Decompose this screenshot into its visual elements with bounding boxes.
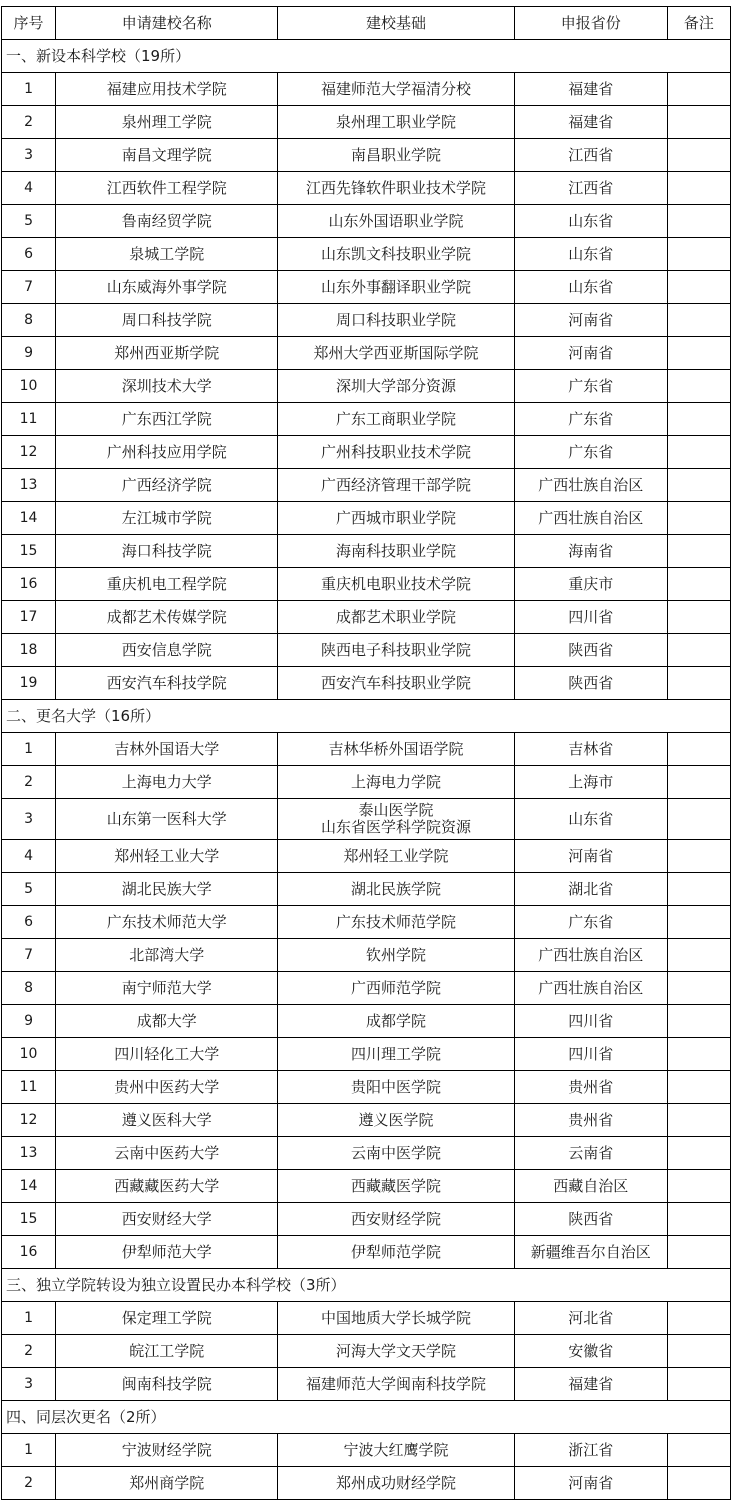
cell-note <box>667 1038 730 1071</box>
cell-basis: 郑州轻工业学院 <box>278 840 514 873</box>
cell-province: 浙江省 <box>514 1434 667 1467</box>
cell-province: 福建省 <box>514 1368 667 1401</box>
table-row <box>2 436 731 469</box>
cell-province: 安徽省 <box>514 1335 667 1368</box>
cell-note <box>667 601 730 634</box>
cell-basis: 福建师范大学福清分校 <box>278 73 514 106</box>
cell-note <box>667 370 730 403</box>
cell-province: 河北省 <box>514 1302 667 1335</box>
cell-note <box>667 840 730 873</box>
cell-province: 四川省 <box>514 1005 667 1038</box>
table-row <box>2 271 731 304</box>
cell-province: 湖北省 <box>514 873 667 906</box>
cell-number: 8 <box>2 304 56 337</box>
cell-basis: 四川理工学院 <box>278 1038 514 1071</box>
cell-basis: 湖北民族学院 <box>278 873 514 906</box>
cell-note <box>667 1236 730 1269</box>
cell-province: 陕西省 <box>514 1203 667 1236</box>
cell-province: 河南省 <box>514 1467 667 1500</box>
cell-school-name: 郑州轻工业大学 <box>56 840 278 873</box>
cell-number: 15 <box>2 535 56 568</box>
cell-basis: 郑州大学西亚斯国际学院 <box>278 337 514 370</box>
cell-basis: 西藏藏医学院 <box>278 1170 514 1203</box>
header-school-name: 申请建校名称 <box>56 7 278 40</box>
cell-note <box>667 1467 730 1500</box>
cell-number: 2 <box>2 766 56 799</box>
section-title: 一、新设本科学校（19所） <box>2 40 731 73</box>
cell-province: 山东省 <box>514 271 667 304</box>
cell-note <box>667 1170 730 1203</box>
cell-basis: 周口科技职业学院 <box>278 304 514 337</box>
cell-school-name: 鲁南经贸学院 <box>56 205 278 238</box>
cell-note <box>667 1302 730 1335</box>
cell-basis: 吉林华桥外国语学院 <box>278 733 514 766</box>
cell-basis: 广州科技职业技术学院 <box>278 436 514 469</box>
table-row <box>2 106 731 139</box>
cell-number: 5 <box>2 205 56 238</box>
section-header-row <box>2 1401 731 1434</box>
cell-number: 10 <box>2 1038 56 1071</box>
cell-school-name: 海口科技学院 <box>56 535 278 568</box>
table-row <box>2 601 731 634</box>
cell-basis: 钦州学院 <box>278 939 514 972</box>
table-row <box>2 1170 731 1203</box>
table-row <box>2 1434 731 1467</box>
cell-basis: 江西先锋软件职业技术学院 <box>278 172 514 205</box>
cell-note <box>667 634 730 667</box>
cell-note <box>667 535 730 568</box>
cell-basis: 陕西电子科技职业学院 <box>278 634 514 667</box>
cell-basis: 云南中医学院 <box>278 1137 514 1170</box>
cell-note <box>667 205 730 238</box>
cell-school-name: 泉州理工学院 <box>56 106 278 139</box>
cell-basis: 上海电力学院 <box>278 766 514 799</box>
cell-note <box>667 733 730 766</box>
cell-school-name: 重庆机电工程学院 <box>56 568 278 601</box>
cell-basis: 山东外事翻译职业学院 <box>278 271 514 304</box>
cell-school-name: 闽南科技学院 <box>56 1368 278 1401</box>
cell-school-name: 南宁师范大学 <box>56 972 278 1005</box>
cell-number: 5 <box>2 873 56 906</box>
cell-province: 广西壮族自治区 <box>514 972 667 1005</box>
cell-school-name: 四川轻化工大学 <box>56 1038 278 1071</box>
table-row <box>2 873 731 906</box>
cell-basis: 河海大学文天学院 <box>278 1335 514 1368</box>
cell-school-name: 成都大学 <box>56 1005 278 1038</box>
table-row <box>2 1203 731 1236</box>
cell-province: 陕西省 <box>514 634 667 667</box>
cell-number: 10 <box>2 370 56 403</box>
cell-note <box>667 436 730 469</box>
cell-note <box>667 271 730 304</box>
table-row <box>2 337 731 370</box>
cell-note <box>667 1368 730 1401</box>
cell-school-name: 左江城市学院 <box>56 502 278 535</box>
cell-basis: 深圳大学部分资源 <box>278 370 514 403</box>
cell-province: 四川省 <box>514 601 667 634</box>
cell-school-name: 广西经济学院 <box>56 469 278 502</box>
cell-province: 广东省 <box>514 370 667 403</box>
cell-school-name: 周口科技学院 <box>56 304 278 337</box>
table-row <box>2 1368 731 1401</box>
cell-number: 11 <box>2 1071 56 1104</box>
header-row <box>2 7 731 40</box>
cell-school-name: 西安财经大学 <box>56 1203 278 1236</box>
cell-province: 四川省 <box>514 1038 667 1071</box>
cell-number: 15 <box>2 1203 56 1236</box>
cell-school-name: 广州科技应用学院 <box>56 436 278 469</box>
cell-school-name: 南昌文理学院 <box>56 139 278 172</box>
cell-note <box>667 238 730 271</box>
cell-province: 吉林省 <box>514 733 667 766</box>
cell-school-name: 山东威海外事学院 <box>56 271 278 304</box>
cell-note <box>667 1104 730 1137</box>
cell-school-name: 皖江工学院 <box>56 1335 278 1368</box>
table-row <box>2 568 731 601</box>
cell-basis: 伊犁师范学院 <box>278 1236 514 1269</box>
cell-note <box>667 1335 730 1368</box>
cell-school-name: 广东技术师范大学 <box>56 906 278 939</box>
table-row <box>2 634 731 667</box>
table-row <box>2 1137 731 1170</box>
cell-note <box>667 939 730 972</box>
table-row <box>2 304 731 337</box>
cell-number: 19 <box>2 667 56 700</box>
cell-school-name: 遵义医科大学 <box>56 1104 278 1137</box>
cell-number: 14 <box>2 502 56 535</box>
cell-basis: 成都艺术职业学院 <box>278 601 514 634</box>
cell-school-name: 西安信息学院 <box>56 634 278 667</box>
table-row <box>2 1071 731 1104</box>
cell-province: 贵州省 <box>514 1071 667 1104</box>
cell-school-name: 西藏藏医药大学 <box>56 1170 278 1203</box>
cell-school-name: 郑州商学院 <box>56 1467 278 1500</box>
table-row <box>2 535 731 568</box>
table-row <box>2 403 731 436</box>
cell-number: 17 <box>2 601 56 634</box>
cell-note <box>667 502 730 535</box>
table-row <box>2 906 731 939</box>
cell-province: 海南省 <box>514 535 667 568</box>
cell-note <box>667 568 730 601</box>
cell-note <box>667 1005 730 1038</box>
cell-number: 12 <box>2 436 56 469</box>
cell-number: 3 <box>2 1368 56 1401</box>
cell-school-name: 成都艺术传媒学院 <box>56 601 278 634</box>
cell-note <box>667 1071 730 1104</box>
cell-school-name: 福建应用技术学院 <box>56 73 278 106</box>
cell-basis: 广西城市职业学院 <box>278 502 514 535</box>
cell-number: 9 <box>2 1005 56 1038</box>
cell-province: 江西省 <box>514 139 667 172</box>
cell-note <box>667 304 730 337</box>
table-row <box>2 1236 731 1269</box>
cell-number: 6 <box>2 238 56 271</box>
cell-number: 4 <box>2 840 56 873</box>
table-row <box>2 1335 731 1368</box>
cell-note <box>667 799 730 840</box>
cell-province: 广东省 <box>514 906 667 939</box>
cell-number: 9 <box>2 337 56 370</box>
cell-note <box>667 73 730 106</box>
table-body <box>2 40 731 1500</box>
cell-province: 广西壮族自治区 <box>514 469 667 502</box>
cell-basis: 泉州理工职业学院 <box>278 106 514 139</box>
table-row <box>2 840 731 873</box>
cell-province: 山东省 <box>514 238 667 271</box>
cell-basis: 广西师范学院 <box>278 972 514 1005</box>
cell-school-name: 北部湾大学 <box>56 939 278 972</box>
cell-province: 福建省 <box>514 106 667 139</box>
cell-basis: 广西经济管理干部学院 <box>278 469 514 502</box>
cell-province: 山东省 <box>514 799 667 840</box>
cell-number: 3 <box>2 139 56 172</box>
cell-province: 上海市 <box>514 766 667 799</box>
cell-basis <box>278 799 514 840</box>
header-province: 申报省份 <box>514 7 667 40</box>
cell-province: 云南省 <box>514 1137 667 1170</box>
cell-school-name: 吉林外国语大学 <box>56 733 278 766</box>
cell-number: 2 <box>2 1467 56 1500</box>
cell-note <box>667 667 730 700</box>
cell-province: 贵州省 <box>514 1104 667 1137</box>
section-title: 四、同层次更名（2所） <box>2 1401 731 1434</box>
cell-note <box>667 1137 730 1170</box>
cell-number: 3 <box>2 799 56 840</box>
cell-basis: 福建师范大学闽南科技学院 <box>278 1368 514 1401</box>
document-table-wrapper <box>1 6 731 1500</box>
cell-province: 重庆市 <box>514 568 667 601</box>
basis-line-2: 山东省医学科学院资源 <box>321 818 472 836</box>
cell-number: 1 <box>2 73 56 106</box>
cell-basis: 南昌职业学院 <box>278 139 514 172</box>
table-row <box>2 469 731 502</box>
cell-school-name: 广东西江学院 <box>56 403 278 436</box>
cell-number: 11 <box>2 403 56 436</box>
cell-note <box>667 403 730 436</box>
cell-school-name: 泉城工学院 <box>56 238 278 271</box>
cell-note <box>667 469 730 502</box>
cell-number: 4 <box>2 172 56 205</box>
section-header-row <box>2 700 731 733</box>
table-row <box>2 799 731 840</box>
cell-note <box>667 337 730 370</box>
table-row <box>2 370 731 403</box>
cell-number: 2 <box>2 1335 56 1368</box>
cell-province: 山东省 <box>514 205 667 238</box>
cell-school-name: 郑州西亚斯学院 <box>56 337 278 370</box>
table-row <box>2 502 731 535</box>
table-row <box>2 1038 731 1071</box>
cell-number: 14 <box>2 1170 56 1203</box>
table-row <box>2 972 731 1005</box>
cell-number: 18 <box>2 634 56 667</box>
cell-number: 12 <box>2 1104 56 1137</box>
cell-note <box>667 873 730 906</box>
cell-province: 河南省 <box>514 840 667 873</box>
cell-province: 广东省 <box>514 403 667 436</box>
cell-basis: 西安财经学院 <box>278 1203 514 1236</box>
section-header-row <box>2 40 731 73</box>
cell-school-name: 江西软件工程学院 <box>56 172 278 205</box>
cell-number: 16 <box>2 568 56 601</box>
table-row <box>2 139 731 172</box>
cell-province: 福建省 <box>514 73 667 106</box>
cell-school-name: 湖北民族大学 <box>56 873 278 906</box>
cell-number: 2 <box>2 106 56 139</box>
cell-number: 6 <box>2 906 56 939</box>
cell-school-name: 宁波财经学院 <box>56 1434 278 1467</box>
cell-province: 广西壮族自治区 <box>514 939 667 972</box>
cell-note <box>667 1203 730 1236</box>
table-row <box>2 172 731 205</box>
table-row <box>2 205 731 238</box>
cell-number: 7 <box>2 939 56 972</box>
cell-basis: 广东技术师范学院 <box>278 906 514 939</box>
table-row <box>2 1104 731 1137</box>
cell-note <box>667 139 730 172</box>
cell-basis: 成都学院 <box>278 1005 514 1038</box>
cell-province: 陕西省 <box>514 667 667 700</box>
cell-number: 16 <box>2 1236 56 1269</box>
table-row <box>2 667 731 700</box>
cell-basis: 广东工商职业学院 <box>278 403 514 436</box>
cell-basis: 山东凯文科技职业学院 <box>278 238 514 271</box>
cell-number: 1 <box>2 1302 56 1335</box>
cell-province: 河南省 <box>514 337 667 370</box>
cell-number: 13 <box>2 469 56 502</box>
cell-number: 8 <box>2 972 56 1005</box>
cell-province: 广西壮族自治区 <box>514 502 667 535</box>
cell-school-name: 深圳技术大学 <box>56 370 278 403</box>
cell-basis: 贵阳中医学院 <box>278 1071 514 1104</box>
cell-school-name: 山东第一医科大学 <box>56 799 278 840</box>
section-title: 二、更名大学（16所） <box>2 700 731 733</box>
table-row <box>2 73 731 106</box>
cell-basis: 郑州成功财经学院 <box>278 1467 514 1500</box>
cell-school-name: 云南中医药大学 <box>56 1137 278 1170</box>
cell-number: 13 <box>2 1137 56 1170</box>
table-row <box>2 238 731 271</box>
cell-note <box>667 906 730 939</box>
header-note: 备注 <box>667 7 730 40</box>
cell-school-name: 保定理工学院 <box>56 1302 278 1335</box>
basis-line-1: 泰山医学院 <box>358 801 434 819</box>
table-row <box>2 1302 731 1335</box>
cell-province: 西藏自治区 <box>514 1170 667 1203</box>
cell-note <box>667 106 730 139</box>
table-row <box>2 1005 731 1038</box>
cell-number: 7 <box>2 271 56 304</box>
cell-basis: 宁波大红鹰学院 <box>278 1434 514 1467</box>
section-header-row <box>2 1269 731 1302</box>
section-title: 三、独立学院转设为独立设置民办本科学校（3所） <box>2 1269 731 1302</box>
table-row <box>2 939 731 972</box>
cell-basis: 遵义医学院 <box>278 1104 514 1137</box>
cell-note <box>667 172 730 205</box>
cell-school-name: 西安汽车科技学院 <box>56 667 278 700</box>
table-row <box>2 733 731 766</box>
cell-basis: 山东外国语职业学院 <box>278 205 514 238</box>
cell-basis: 中国地质大学长城学院 <box>278 1302 514 1335</box>
university-application-table <box>1 6 731 1500</box>
cell-school-name: 伊犁师范大学 <box>56 1236 278 1269</box>
cell-province: 江西省 <box>514 172 667 205</box>
cell-province: 广东省 <box>514 436 667 469</box>
cell-basis: 海南科技职业学院 <box>278 535 514 568</box>
cell-school-name: 贵州中医药大学 <box>56 1071 278 1104</box>
cell-province: 河南省 <box>514 304 667 337</box>
cell-note <box>667 972 730 1005</box>
cell-basis: 西安汽车科技职业学院 <box>278 667 514 700</box>
header-basis: 建校基础 <box>278 7 514 40</box>
header-number: 序号 <box>2 7 56 40</box>
cell-school-name: 上海电力大学 <box>56 766 278 799</box>
cell-basis: 重庆机电职业技术学院 <box>278 568 514 601</box>
table-row <box>2 1467 731 1500</box>
cell-note <box>667 766 730 799</box>
cell-number: 1 <box>2 1434 56 1467</box>
cell-province: 新疆维吾尔自治区 <box>514 1236 667 1269</box>
cell-note <box>667 1434 730 1467</box>
table-row <box>2 766 731 799</box>
cell-number: 1 <box>2 733 56 766</box>
